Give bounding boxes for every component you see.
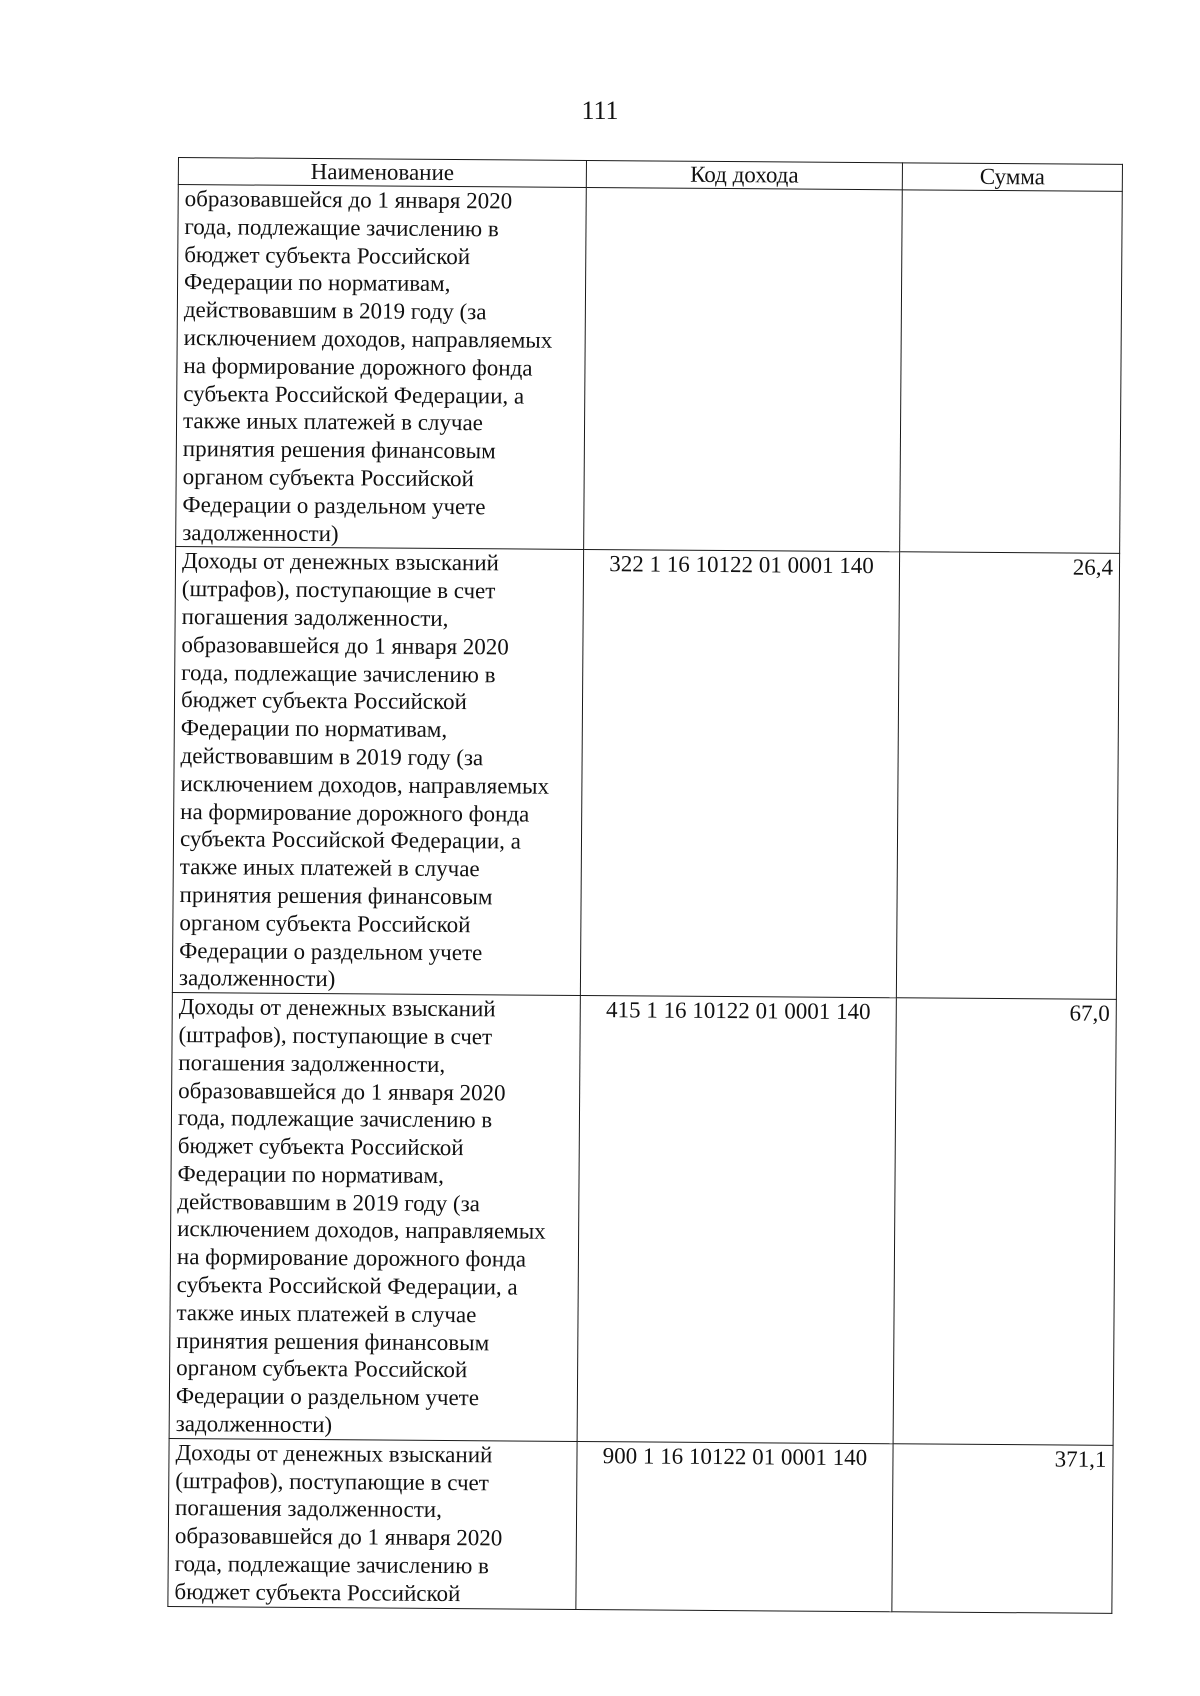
row-code-cell: 415 1 16 10122 01 0001 140 <box>577 996 896 1444</box>
name-line: на формирование дорожного фонда <box>176 1244 527 1272</box>
name-line: на формирование дорожного фонда <box>180 798 530 827</box>
name-line: органом субъекта Российской <box>182 464 474 492</box>
name-line: исключением доходов, направляемых <box>177 1216 546 1245</box>
name-line: бюджет субъекта Российской <box>177 1133 464 1161</box>
name-line: Доходы от денежных взысканий <box>175 1439 493 1468</box>
row-name-cell <box>172 547 583 996</box>
name-line: образовавшейся до 1 января 2020 <box>184 186 513 214</box>
name-line: Федерации по нормативам, <box>177 1160 444 1188</box>
table-row <box>169 993 1116 1446</box>
name-line: задолженности) <box>175 1411 333 1438</box>
row-sum-cell: 371,1 <box>892 1444 1113 1613</box>
name-line: принятия решения финансовым <box>176 1327 490 1355</box>
name-line: исключением доходов, направляемых <box>180 770 550 799</box>
table-body <box>168 185 1122 1614</box>
name-line: года, подлежащие зачислению в <box>181 659 496 687</box>
name-line: Федерации о раздельном учете <box>179 937 483 965</box>
row-code-cell: 900 1 16 10122 01 0001 140 <box>576 1441 893 1611</box>
page-number: 111 <box>581 96 619 125</box>
name-line: образовавшейся до 1 января 2020 <box>181 631 509 660</box>
name-line: образовавшейся до 1 января 2020 <box>174 1523 503 1551</box>
header-code: Код дохода <box>586 160 902 189</box>
row-sum-cell <box>900 190 1123 554</box>
name-line: (штрафов), поступающие в счет <box>178 1021 493 1050</box>
name-line: задолженности) <box>178 965 336 992</box>
name-line: (штрафов), поступающие в счет <box>181 576 496 604</box>
name-line: субъекта Российской Федерации, а <box>183 380 525 409</box>
row-name-cell <box>169 993 580 1442</box>
row-name-cell <box>168 1438 577 1609</box>
name-line: бюджет субъекта Российской <box>180 687 467 715</box>
name-line: погашения задолженности, <box>181 603 449 631</box>
name-line: также иных платежей в случае <box>182 408 484 436</box>
name-line: органом субъекта Российской <box>176 1355 468 1383</box>
name-line: погашения задолженности, <box>178 1049 446 1077</box>
name-line: Доходы от денежных взысканий <box>181 548 500 576</box>
name-line: на формирование дорожного фонда <box>183 352 533 381</box>
name-line: бюджет субъекта Российской <box>174 1578 461 1606</box>
income-table <box>167 157 1123 1614</box>
name-line: задолженности) <box>182 519 339 546</box>
name-line: принятия решения финансовым <box>182 436 496 464</box>
name-line: Федерации о раздельном учете <box>175 1383 480 1411</box>
table-row <box>172 547 1119 1000</box>
name-line: Доходы от денежных взысканий <box>178 994 496 1022</box>
header-name: Наименование <box>178 158 586 188</box>
header-sum: Сумма <box>902 163 1122 192</box>
name-line: погашения задолженности, <box>175 1495 442 1523</box>
name-line: Федерации о раздельном учете <box>182 491 486 520</box>
name-line: исключением доходов, направляемых <box>183 325 553 353</box>
row-code-cell: 322 1 16 10122 01 0001 140 <box>580 550 899 998</box>
name-line: Федерации по нормативам, <box>183 269 451 297</box>
name-line: органом субъекта Российской <box>179 909 471 937</box>
name-line: принятия решения финансовым <box>179 881 493 910</box>
name-line: года, подлежащие зачислению в <box>177 1105 493 1133</box>
name-line: бюджет субъекта Российской <box>184 241 471 269</box>
name-line: действовавшим в 2019 году (за <box>183 297 487 325</box>
name-line: также иных платежей в случае <box>179 854 480 882</box>
name-line: образовавшейся до 1 января 2020 <box>178 1077 506 1105</box>
row-sum-cell: 67,0 <box>893 998 1116 1445</box>
row-sum-cell: 26,4 <box>896 552 1119 999</box>
row-name-cell <box>176 185 587 550</box>
name-line: года, подлежащие зачислению в <box>184 213 499 242</box>
table-row <box>176 185 1123 554</box>
table-row <box>168 1438 1113 1613</box>
name-line: Федерации по нормативам, <box>180 715 448 743</box>
name-line: (штрафов), поступающие в счет <box>175 1467 489 1495</box>
name-line: года, подлежащие зачислению в <box>174 1551 490 1579</box>
name-line: действовавшим в 2019 году (за <box>177 1188 481 1216</box>
name-line: субъекта Российской Федерации, а <box>176 1272 518 1300</box>
name-line: также иных платежей в случае <box>176 1299 477 1328</box>
row-code-cell <box>584 187 903 552</box>
name-line: действовавшим в 2019 году (за <box>180 742 484 771</box>
name-line: субъекта Российской Федерации, а <box>179 826 522 854</box>
